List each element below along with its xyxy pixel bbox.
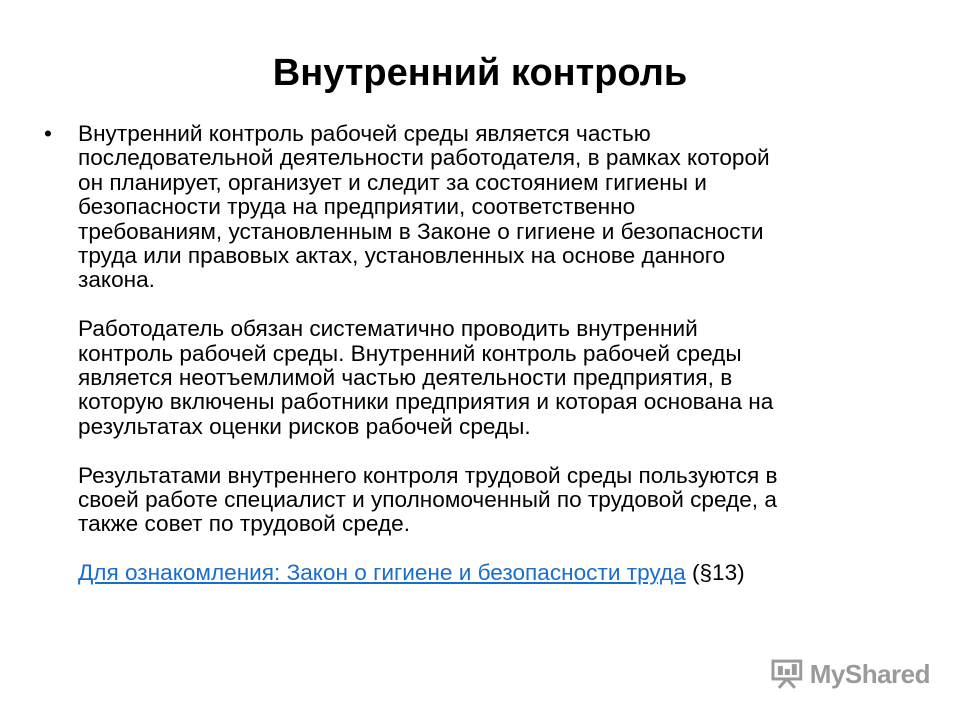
myshared-watermark: [770, 657, 930, 691]
section-reference: (§13): [685, 560, 745, 586]
watermark-text: MyShared: [809, 658, 930, 689]
slide-title: Внутренний контроль: [272, 52, 688, 94]
presentation-board-icon: [770, 658, 804, 690]
bullet-list-item: [40, 122, 940, 586]
law-reference-link[interactable]: Для ознакомления: Закон о гигиене и безопасности труда: [78, 560, 686, 586]
paragraph-definition: Внутренний контроль рабочей среды является частью последовательной деятельности работодателя, в рамках которой он планирует, организует и следит за состоянием гигиены и безопасности труда на предприятии, соответственно требованиям, установленным в Законе о гигиене и безопасности труда или правовых актах, установленных на основе данного закона.: [78, 121, 770, 293]
bullet-text: [78, 122, 940, 586]
paragraph-obligation: Работодатель обязан систематично проводить внутренний контроль рабочей среды. Внутренний контроль рабочей среды является неотъемлимой частью деятельности предприятия, в которую включены работники предприятия и которая основана на результатах оценки рисков рабочей среды.: [78, 316, 774, 439]
reference-line: [78, 561, 940, 585]
paragraph-results: Результатами внутреннего контроля трудовой среды пользуются в своей работе специалист и уполномоченный по трудовой среде, а также совет по трудовой среде.: [78, 462, 778, 537]
bullet-marker: •: [44, 121, 52, 146]
